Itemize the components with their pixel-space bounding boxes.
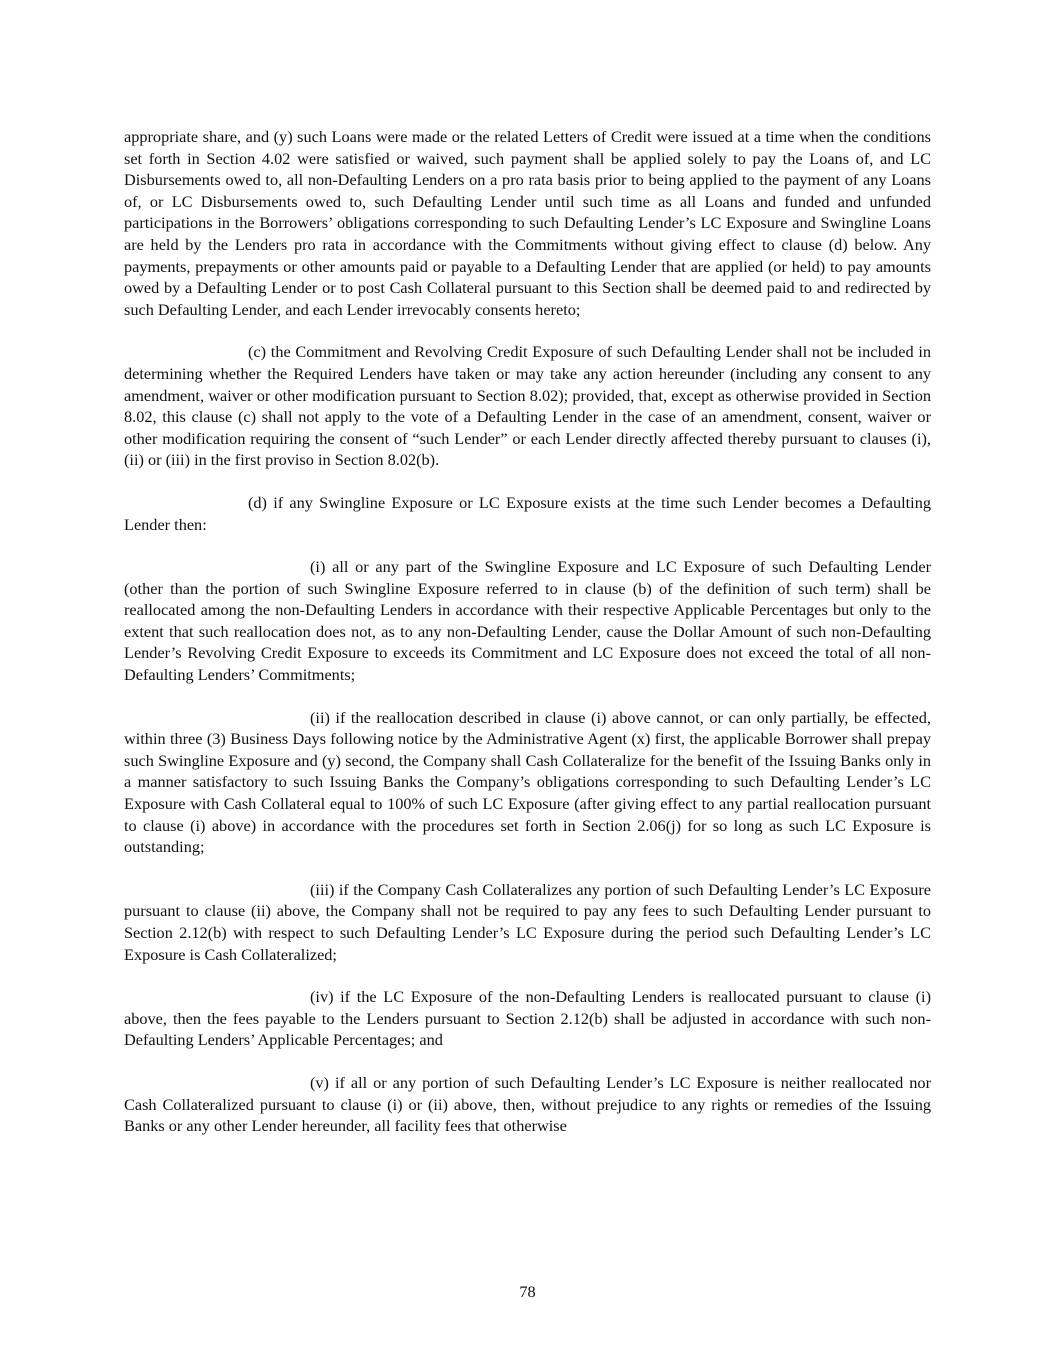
document-body: [124, 126, 931, 1137]
paragraph-subclause-v: (v) if all or any portion of such Defaulting Lender’s LC Exposure is neither reallocated nor Cash Collateralized pursuant to clause (i) or (ii) above, then, without prejudice to any rights or remedies of the Issuing Banks or any other Lender hereunder, all facility fees that otherwise: [124, 1072, 931, 1136]
paragraph-subclause-iii: (iii) if the Company Cash Collateralizes any portion of such Defaulting Lender’s LC Exposure pursuant to clause (ii) above, the Company shall not be required to pay any fees to such Defaulting Lender pursuant to Section 2.12(b) with respect to such Defaulting Lender’s LC Exposure during the period such Defaulting Lender’s LC Exposure is Cash Collateralized;: [124, 879, 931, 964]
paragraph-subclause-ii: (ii) if the reallocation described in clause (i) above cannot, or can only partially, be effected, within three (3) Business Days following notice by the Administrative Agent (x) first, the applicable Borrower shall prepay such Swingline Exposure and (y) second, the Company shall Cash Collateralize for the benefit of the Issuing Banks only in a manner satisfactory to such Issuing Banks the Company’s obligations corresponding to such Defaulting Lender’s LC Exposure with Cash Collateral equal to 100% of such LC Exposure (after giving effect to any partial reallocation pursuant to clause (i) above) in accordance with the procedures set forth in Section 2.06(j) for so long as such LC Exposure is outstanding;: [124, 707, 931, 857]
paragraph-subclause-i: (i) all or any part of the Swingline Exposure and LC Exposure of such Defaulting Lender (other than the portion of such Swingline Exposure referred to in clause (b) of the definition of such term) shall be reallocated among the non-Defaulting Lenders in accordance with their respective Applicable Percentages but only to the extent that such reallocation does not, as to any non-Defaulting Lender, cause the Dollar Amount of such non-Defaulting Lender’s Revolving Credit Exposure to exceeds its Commitment and LC Exposure does not exceed the total of all non-Defaulting Lenders’ Commitments;: [124, 557, 931, 685]
page-number: 78: [519, 1282, 536, 1301]
paragraph-clause-c: (c) the Commitment and Revolving Credit Exposure of such Defaulting Lender shall not be included in determining whether the Required Lenders have taken or may take any action hereunder (including any consent to any amendment, waiver or other modification pursuant to Section 8.02); provided, that, except as otherwise provided in Section 8.02, this clause (c) shall not apply to the vote of a Defaulting Lender in the case of an amendment, consent, waiver or other modification requiring the consent of “such Lender” or each Lender directly affected thereby pursuant to clauses (i), (ii) or (iii) in the first proviso in Section 8.02(b).: [124, 342, 931, 470]
paragraph-continuation: appropriate share, and (y) such Loans were made or the related Letters of Credit were issued at a time when the conditions set forth in Section 4.02 were satisfied or waived, such payment shall be applied solely to pay the Loans of, and LC Disbursements owed to, all non-Defaulting Lenders on a pro rata basis prior to being applied to the payment of any Loans of, or LC Disbursements owed to, such Defaulting Lender until such time as all Loans and funded and unfunded participations in the Borrowers’ obligations corresponding to such Defaulting Lender’s LC Exposure and Swingline Loans are held by the Lenders pro rata in accordance with the Commitments without giving effect to clause (d) below. Any payments, prepayments or other amounts paid or payable to a Defaulting Lender that are applied (or held) to pay amounts owed by a Defaulting Lender or to post Cash Collateral pursuant to this Section shall be deemed paid to and redirected by such Defaulting Lender, and each Lender irrevocably consents hereto;: [124, 127, 931, 319]
paragraph-clause-d: (d) if any Swingline Exposure or LC Exposure exists at the time such Lender becomes a Defaulting Lender then:: [124, 492, 931, 534]
paragraph-subclause-iv: (iv) if the LC Exposure of the non-Defaulting Lenders is reallocated pursuant to clause (i) above, then the fees payable to the Lenders pursuant to Section 2.12(b) shall be adjusted in accordance with such non-Defaulting Lenders’ Applicable Percentages; and: [124, 987, 931, 1050]
